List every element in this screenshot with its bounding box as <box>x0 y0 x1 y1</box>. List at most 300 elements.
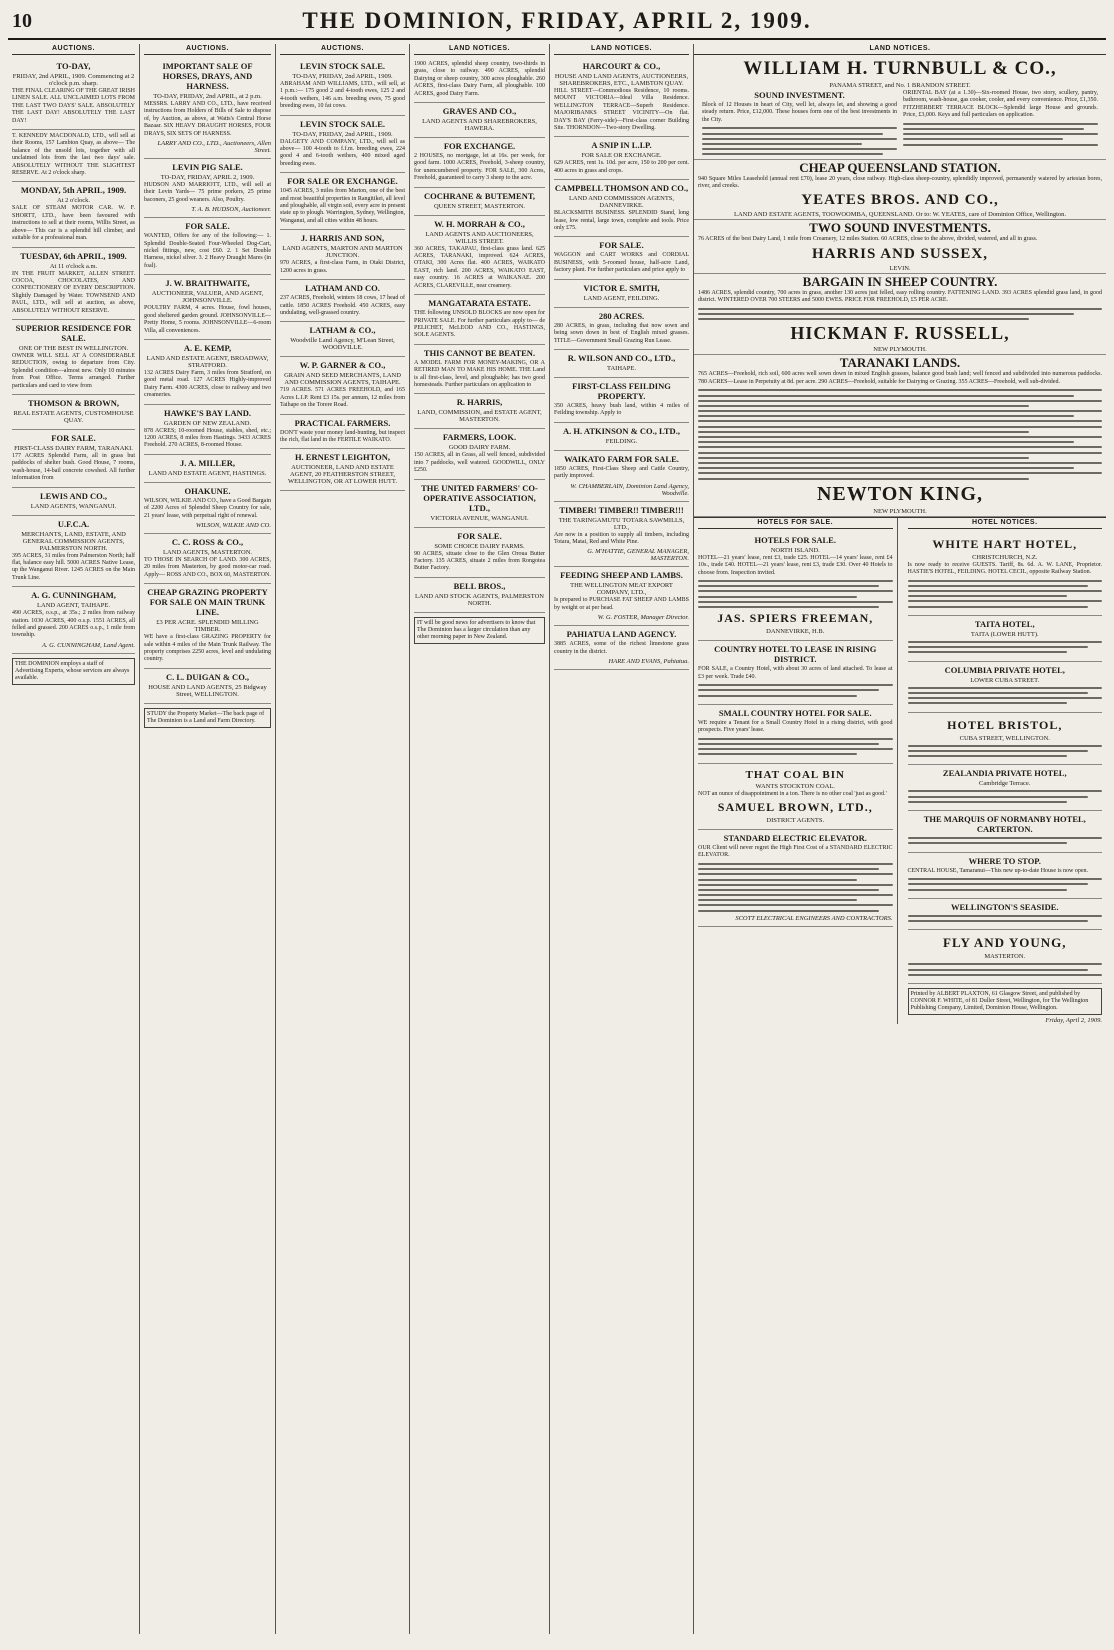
bargain-agent: HICKMAN F. RUSSELL, <box>790 323 1010 344</box>
taranaki-body: 765 ACRES—Freehold, rich soil, 600 acres well sown down in mixed English grasses, balance good bush land; well fenced and subdivided into numerous paddocks. 780 ACRES—Lease in Perpetuity at 8d. per acre. 290 ACRES—Freehold, suitable for Dairying or Grazing. 355 ACRES—Freehold, well sub-divided. <box>698 371 1102 385</box>
ad-title: OHAKUNE. <box>184 485 231 496</box>
classified-ad <box>554 378 689 423</box>
text-lines <box>698 389 1102 479</box>
ad-subtitle: Woodville Land Agency, M'Lean Street, WOODVILLE. <box>290 337 395 352</box>
printer-imprint: Printed by ALBERT PLAXTON, 61 Glasgow Street, and published by CONNOR F. WHITE, of 81 Duller Street, Wellington, for The Wellington Publishing Company, Limited, Dominion House, Wellington. <box>908 988 1103 1015</box>
classified-ad <box>554 280 689 308</box>
ad-title: LEVIN STOCK SALE. <box>299 61 386 71</box>
ad-subtitle: At 11 o'clock a.m. <box>49 262 98 270</box>
ad-body: 1850 ACRES, First-Class Sheep and Cattle Country, partly improved. <box>554 465 689 480</box>
ad-signature: T. A. B. HUDSON, Auctioneer. <box>191 206 271 214</box>
ad-title: CHEAP GRAZING PROPERTY FOR SALE ON MAIN TRUNK LINE. <box>147 587 268 618</box>
column-4 <box>410 44 550 1634</box>
ad-body: T. KENNEDY MACDONALD, LTD., will sell at their Rooms, 157 Lambton Quay, as above— The balance of the unsold lots, together with all unclaimed lots from the last two days' sale. ABSOLUTELY WITHOUT THE SLIGHTEST RESERVE. At 2 o'clock sharp. <box>12 133 135 177</box>
classified-ad <box>144 275 271 340</box>
classified-ad <box>144 405 271 455</box>
two-investments-agent-sub: LEVIN. <box>889 264 911 272</box>
ad-subtitle: HOUSE AND LAND AGENTS, 25 Bidgway Street, WELLINGTON. <box>148 683 267 698</box>
text-lines <box>698 684 893 696</box>
ad-body: 90 ACRES, situate close to the Glen Oroua Butter Factory. 135 ACRES, situate 2 miles from Rongotea Butter Factory. <box>414 550 545 572</box>
ad-subtitle: AUCTIONEER, LAND AND ESTATE AGENT, 20 FEATHERSTON STREET, WELLINGTON, OR AT LOWER HUTT. <box>287 464 398 486</box>
hotels-sale-title: HOTELS FOR SALE. <box>754 534 836 545</box>
classified-ad <box>414 58 545 103</box>
where-to-stop-ad <box>908 853 1103 899</box>
samuel-brown-name: SAMUEL BROWN, LTD., <box>717 799 873 814</box>
ad-title: PAHIATUA LAND AGENCY. <box>566 629 677 640</box>
ad-subtitle: TO-DAY, FRIDAY, 2nd APRIL, 1909. <box>292 130 393 138</box>
ad-body: 629 ACRES, rent 1s. 10d. per acre, 150 to 200 per cent. 400 acres in grass and crops. <box>554 160 689 174</box>
ad-subtitle: REAL ESTATE AGENTS, CUSTOMHOUSE QUAY. <box>13 409 134 424</box>
samuel-brown-sub: DISTRICT AGENTS. <box>766 816 825 824</box>
classified-ad <box>144 159 271 218</box>
ad-body: BLACKSMITH BUSINESS. SPLENDID Stand, long lease, low rental, large town, complete and tools. Price only £75. <box>554 210 689 232</box>
ad-subtitle: LAND AGENTS, MARTON AND MARTON JUNCTION. <box>282 245 403 260</box>
bristol-hotel-name: HOTEL BRISTOL, <box>947 717 1063 732</box>
text-lines <box>698 308 1102 320</box>
classified-ad <box>280 58 405 116</box>
coal-ad <box>698 764 893 830</box>
queensland-ad <box>694 160 1106 221</box>
ad-subtitle: LAND AGENT, FEILDING. <box>583 294 660 302</box>
coal-title: THAT COAL BIN <box>745 768 845 781</box>
bargain-body: 1486 ACRES, splendid country, 700 acres in grass, another 130 acres just felled, easy rolling country. FATTENING LAND. 393 ACRES splendid grass land, in good district. WINTERED OVER 700 STEERS and 5000 EWES. PRICE FOR FREEHOLD, £5 PER ACRE. <box>698 289 1102 304</box>
ad-body: TO THOSE IN SEARCH OF LAND. 300 ACRES, 20 miles from Masterton, by good motor-car road. Apply— ROSS AND CO., BOX 60, MASTERTON. <box>144 556 271 578</box>
ad-title: PRACTICAL FARMERS. <box>294 417 391 428</box>
white-hart-name: WHITE HART HOTEL, <box>932 536 1078 551</box>
column-5 <box>550 44 694 1634</box>
ad-title: LATHAM & CO., <box>309 325 376 336</box>
text-lines <box>908 790 1103 802</box>
ad-title: HAWKE'S BAY LAND. <box>164 407 251 418</box>
ad-subtitle: LAND AND STOCK AGENTS, PALMERSTON NORTH. <box>415 592 544 607</box>
column-header: LAND NOTICES. <box>554 44 689 55</box>
ad-subtitle: LAND AND ESTATE AGENT, BROADWAY, STRATFORD. <box>146 354 269 369</box>
ad-title: A. H. ATKINSON & CO., LTD., <box>563 425 680 436</box>
classified-ad <box>280 415 405 450</box>
text-lines <box>702 127 897 155</box>
small-hotel-body: WE require a Tenant for a Small Country Hotel in a rising district, with good prospects. Five years' lease. <box>698 719 893 734</box>
classified-ad <box>12 182 135 247</box>
ad-signature: WILSON, WILKIE AND CO. <box>195 521 271 529</box>
ad-title: FOR SALE. <box>51 432 96 443</box>
ad-subtitle: LAND AGENTS AND SHAREBROKERS, HAWERA. <box>422 118 537 133</box>
taita-hotel-name: TAITA HOTEL, <box>974 618 1035 629</box>
classified-ad <box>280 116 405 174</box>
ad-title: CAMPBELL THOMSON AND CO., <box>554 183 689 194</box>
ad-body: THE following UNSOLD BLOCKS are now open for PRIVATE SALE. For further particulars apply to— de PELICHET, McLEOD AND CO., HASTINGS, SOLE AGENTS. <box>414 310 545 339</box>
ad-body: 177 ACRES Splendid Farm, all in grass but paddocks of shelter bush. Good House, 7 rooms, wash-house, 14-bail concrete cowshed. All further information from <box>12 452 135 482</box>
spiers-freeman-sub: DANNEVIRKE, H.B. <box>766 628 825 636</box>
right-section-header: LAND NOTICES. <box>694 44 1106 55</box>
two-investments-ad <box>694 220 1106 273</box>
elevator-signature: SCOTT ELECTRICAL ENGINEERS AND CONTRACTORS. <box>735 914 893 922</box>
central-house-body: CENTRAL HOUSE, Tamaranui—This new up-to-date House is now open. <box>907 867 1089 874</box>
masthead <box>8 8 1106 40</box>
classified-ad <box>554 451 689 502</box>
classified-ad <box>554 180 689 237</box>
newspaper-title: THE DOMINION, FRIDAY, APRIL 2, 1909. <box>302 8 812 33</box>
fly-young-sub: MASTERTON. <box>984 953 1026 961</box>
ad-title: TIMBER! TIMBER!! TIMBER!!! <box>559 504 684 515</box>
column-header: AUCTIONS. <box>12 44 135 55</box>
ad-subtitle: FEILDING. <box>605 437 638 445</box>
ad-title: SUPERIOR RESIDENCE FOR SALE. <box>15 322 132 343</box>
ad-title: A. E. KEMP, <box>183 342 232 353</box>
text-lines <box>908 745 1103 757</box>
text-lines <box>908 915 1103 922</box>
classified-ad <box>12 587 135 654</box>
classified-ad <box>144 483 271 534</box>
classified-ad <box>554 567 689 626</box>
ad-title: FOR SALE OR EXCHANGE. <box>287 176 398 187</box>
ad-signature: LARRY AND CO., LTD., Auctioneers, Allen Street. <box>157 140 271 155</box>
two-investments-body: 76 ACRES of the best Dairy Land, 1 mile from Creamery, 12 miles Station. 60 ACRES, close to the above, divided, watered, and all in grass. <box>698 236 1038 243</box>
text-lines <box>698 738 893 756</box>
ad-subtitle: LAND AND COMMISSION AGENTS, DANNEVIRKE. <box>568 195 675 210</box>
classified-ad <box>280 322 405 357</box>
ad-subtitle: AUCTIONEER, VALUER, AND AGENT, JOHNSONVILLE. <box>151 290 264 305</box>
hotels-for-sale-column <box>694 518 898 1024</box>
ad-body: MESSRS. LARRY AND CO., LTD., have received instructions from Holders of Bills of Sale to dispose of, by Auction, as above, at Watts's Central Horse Bazaar. SIX HEAVY DRAUGHT HORSES, FOUR DRAYS, SIX SETS OF HARNESS. <box>144 101 271 137</box>
classified-ad <box>12 516 135 588</box>
two-investments-title: TWO SOUND INVESTMENTS. <box>809 220 991 236</box>
ad-subtitle: LAND AGENTS, MASTERTON. <box>162 548 253 556</box>
classified-ad <box>414 578 545 613</box>
ad-body: 360 ACRES, TAKAPAU, first-class grass land. 625 ACRES, TARANAKI, improved. 624 ACRES, OTAKI, 300 Acres flat. 400 ACRES, WAIKATO EAST, rich land. 200 ACRES, WAIKATO EAST, easy country. 16 ACRES at WAIKANAE. 200 ACRES, CLAREVILLE, near creamery. <box>414 245 545 289</box>
hotel-notices-header: HOTEL NOTICES. <box>908 518 1103 529</box>
ad-subtitle: LAND AGENT, TAIHAPE. <box>37 602 110 610</box>
taranaki-title: TARANAKI LANDS. <box>839 355 961 371</box>
ad-title: THOMSON & BROWN, <box>28 397 119 408</box>
classified-ad <box>554 58 689 137</box>
classified-ad <box>12 58 135 130</box>
ad-body: HILL STREET—Commodious Residence, 10 rooms. MOUNT VICTORIA—Ideal Villa Residence. WELLINGTON TERRACE—Superb Residence. MAJORIBANKS STREET VICINITY—On flat. DAY'S BAY (Ferry-side)—First-class corner Building Site. THORNDON—Two-story Dwelling. <box>554 88 689 132</box>
ad-body: 395 ACRES, 31 miles from Palmerston North; half flat, balance easy hill. 5000 ACRES Native Lease, up the Wanganui River. 1245 ACRES on the Main Trunk Line. <box>12 552 135 581</box>
ad-title: HARCOURT & CO., <box>582 61 661 71</box>
white-hart-sub: CHRISTCHURCH, N.Z. <box>972 553 1038 561</box>
ad-title: C. L. DUIGAN & CO., <box>165 671 250 682</box>
ad-title: J. A. MILLER, <box>179 457 236 468</box>
ad-signature: G. M'HATTIE, GENERAL MANAGER, MASTERTON. <box>587 548 689 563</box>
ad-title: FOR EXCHANGE. <box>443 141 516 152</box>
ad-subtitle: GRAIN AND SEED MERCHANTS, LAND AND COMMISSION AGENTS, TAIHAPE. <box>284 372 401 387</box>
seaside-title: WELLINGTON'S SEASIDE. <box>950 901 1059 912</box>
where-to-stop-title: WHERE TO STOP. <box>968 855 1041 866</box>
text-lines <box>903 123 1098 146</box>
bargain-title: BARGAIN IN SHEEP COUNTRY. <box>802 273 998 289</box>
ad-title: FOR SALE. <box>185 221 230 232</box>
ad-title: FEEDING SHEEP AND LAMBS. <box>560 570 683 581</box>
ad-title: FOR SALE. <box>599 240 644 251</box>
country-hotel-title: COUNTRY HOTEL TO LEASE IN RISING DISTRICT. <box>714 644 877 665</box>
turnbull-address: PANAMA STREET, and No. 1 BRANDON STREET. <box>829 82 971 89</box>
classified-ad <box>144 584 271 669</box>
classified-ad <box>414 103 545 138</box>
classified-ad <box>144 455 271 483</box>
ad-title: THIS CANNOT BE BEATEN. <box>423 347 536 358</box>
turnbull-ad <box>694 58 1106 160</box>
ad-title: A SNIP IN L.I.P. <box>591 140 652 151</box>
ad-title: 280 ACRES. <box>598 310 645 321</box>
ad-subtitle: THE WELLINGTON MEAT EXPORT COMPANY, LTD., <box>570 582 673 597</box>
ad-title: LEVIN PIG SALE. <box>172 162 243 173</box>
imprint-date: Friday, April 2, 1909. <box>1045 1017 1102 1025</box>
ad-body: ABRAHAM AND WILLIAMS, LTD., will sell, at 1 p.m.:— 175 good 2 and 4-tooth ewes, 125 2 and 4-tooth wethers, 146 a.m. breeding ewes, 75 good breeding ewes, 10 fat cows. <box>280 81 405 110</box>
zealandia-hotel-ad <box>908 765 1103 811</box>
ad-subtitle: TO-DAY, FRIDAY, APRIL 2, 1909. <box>160 174 255 182</box>
ad-subtitle: HOUSE AND LAND AGENTS, AUCTIONEERS, SHAREBROKERS, ETC., LAMBTON QUAY. <box>554 73 689 87</box>
ad-subtitle: TO-DAY, FRIDAY, 2nd APRIL, 1909. <box>292 73 393 80</box>
ad-body: DON'T waste your money land-hunting, but inspect the rich, flat land in the FERTILE WAIKATO. <box>280 429 405 443</box>
column-header: AUCTIONS. <box>280 44 405 55</box>
right-land-section <box>694 44 1106 1634</box>
ad-title: GRAVES AND CO., <box>442 106 517 117</box>
taranaki-agent-sub: NEW PLYMOUTH. <box>873 507 927 515</box>
classified-ad <box>414 138 545 188</box>
elevator-ad <box>698 830 893 927</box>
classified-ad <box>554 423 689 451</box>
hotels-sale-ad <box>698 532 893 642</box>
ad-body: WE have a first-class GRAZING PROPERTY for sale within 4 miles of the Main Trunk Railway. The property comprises 2250 acres, level and undulating country. <box>144 634 271 663</box>
classified-ad <box>12 320 135 395</box>
ad-subtitle: LAND AND ESTATE AGENT, HASTINGS. <box>148 469 267 477</box>
queensland-agent-sub: LAND AND ESTATE AGENTS, TOOWOOMBA, QUEENSLAND. Or to: W. YEATES, care of Dominion Office, Wellington. <box>733 211 1067 219</box>
classified-ad <box>414 345 545 395</box>
ad-body: 2 HOUSES, no mortgage, let at 16s. per week, for good farm. 1000 ACRES, Freehold, 3-sheep country, for unencumbered property. FOR SALE, 300 Acres, Freehold, guaranteed to carry 3 sheep to the acre. <box>414 153 545 182</box>
classified-ad <box>280 449 405 491</box>
classified-ad <box>414 216 545 295</box>
turnbull-left-title: SOUND INVESTMENT. <box>754 90 845 100</box>
ad-body: Are now in a position to supply all timbers, including Totara, Matai, Red and White Pine. <box>554 531 689 545</box>
two-investments-agent: HARRIS AND SUSSEX, <box>812 245 988 262</box>
ad-title: COCHRANE & BUTEMENT, <box>423 190 536 201</box>
ad-subtitle: GARDEN OF NEW ZEALAND. <box>163 419 252 427</box>
small-hotel-ad <box>698 705 893 764</box>
turnbull-right-body: ORIENTAL BAY (at a 1.30)—Six-roomed House, two story, scullery, pantry, bathroom, wash-house, gas cooker, cooler, and every convenience. Price, £1,350. FITZHERBERT TERRACE BLOCK—Splendid large House and grounds. Price, £3,000. Keys and full particulars on application. <box>903 90 1098 119</box>
text-lines <box>698 580 893 608</box>
queensland-body: 940 Square Miles Leasehold (annual rent £70), lease 20 years, close railway. High-class sheep-country, splendidly improved, permanently watered by artesian bores, river, and creeks. <box>698 175 1102 189</box>
hotels-sale-sub: NORTH ISLAND. <box>770 546 820 554</box>
classified-ad <box>280 280 405 322</box>
ad-subtitle: At 2 o'clock. <box>56 197 91 205</box>
ad-body: DALGETY AND COMPANY, LTD., will sell as above— 100 4-tooth to f.f.m. breeding ewes, 224 good 4 and 6-tooth wethers, 400 mixed aged breeding ewes. <box>280 138 405 167</box>
classified-ad <box>280 230 405 280</box>
ad-body: THE FINAL CLEARING OF THE GREAT IRISH LINEN SALE. ALL UNCLAIMED LOTS FROM THE LAST TWO DAYS' SALE. ABSOLUTELY THE LAST DAY! ABSOLUTELY THE LAST DAY! <box>12 88 135 124</box>
ad-body: POULTRY FARM, 4 acres. House, fowl houses, good sheltered garden ground. JOHNSONVILLE—Pretty Home, 5 rooms. JOHNSONVILLE—6-room Villa, all conveniences. <box>144 305 271 334</box>
columbia-hotel-sub: LOWER CUBA STREET. <box>970 676 1040 684</box>
ad-title: U.F.C.A. <box>57 518 90 529</box>
ad-body: IN THE FRUIT MARKET, ALLEN STREET. COCOA, CHOCOLATES, AND CONFECTIONERY OF EVERY DESCRIPTION. Slightly Damaged by Water. TOWNSEND AND PAUL, LTD., will sell at auction, as above, ABSOLUTELY WITHOUT RESERVE. <box>12 270 135 314</box>
column-1 <box>8 44 140 1634</box>
column-3 <box>276 44 410 1634</box>
ad-subtitle: GOOD DAIRY FARM. <box>448 444 511 452</box>
white-hart-body: Is now ready to receive GUESTS. Tariff, 8s. 6d. A. W. LANE, Proprietor. HASTIE'S HOTEL, FEILDING. HOTEL CECIL, opposite Railway Station. <box>907 561 1102 576</box>
ad-title: MONDAY, 5th APRIL, 1909. <box>20 185 127 196</box>
spiers-freeman-name: JAS. SPIERS FREEMAN, <box>717 611 874 626</box>
seaside-ad <box>908 899 1103 931</box>
ad-title: LEWIS AND CO., <box>39 490 108 501</box>
fly-young-ad <box>908 930 1103 984</box>
ad-title: FIRST-CLASS FEILDING PROPERTY. <box>572 380 671 401</box>
bristol-hotel-sub: CUBA STREET, WELLINGTON. <box>959 734 1050 742</box>
turnbull-name: WILLIAM H. TURNBULL & CO., <box>743 58 1057 79</box>
ad-subtitle: £3 PER ACRE. SPLENDID MILLING TIMBER. <box>156 619 259 634</box>
ad-body: OWNER WILL SELL AT A CONSIDERABLE REDUCTION, owing to departure from City. Splendid condition—almost new. Only 10 minutes from Post Office. Terms arranged. Further particulars and card to view from <box>12 352 135 389</box>
classified-ad <box>414 188 545 216</box>
column-header: AUCTIONS. <box>144 44 271 55</box>
classified-ad <box>554 137 689 180</box>
coal-sub: WANTS STOCKTON COAL. <box>755 782 835 790</box>
classified-ad <box>414 480 545 528</box>
ad-body: 237 ACRES, Freehold, winters 18 cows, 17 head of cattle. 1850 ACRES Freehold. 450 ACRES, easy undulating, well-grassed country. <box>280 295 405 316</box>
ad-title: VICTOR E. SMITH, <box>583 282 660 293</box>
ad-subtitle: FOR SALE OR EXCHANGE. <box>581 152 662 160</box>
ad-subtitle: LAND AGENTS, WANGANUI. <box>30 502 117 510</box>
classified-ad <box>12 488 135 516</box>
elevator-body: OUR Client will never regret the High First Cost of a STANDARD ELECTRIC ELEVATOR. <box>698 844 893 859</box>
classified-ad <box>12 248 135 320</box>
newspaper-page <box>8 8 1106 1634</box>
ad-subtitle: TAIHAPE. <box>607 364 636 372</box>
ad-subtitle: QUEEN STREET, MASTERTON. <box>433 202 526 210</box>
hotels-for-sale-header: HOTELS FOR SALE. <box>698 518 893 529</box>
classified-ad <box>414 295 545 345</box>
ad-subtitle: VICTORIA AVENUE, WANGANUI. <box>430 514 529 522</box>
coal-body: NOT an ounce of disappointment in a ton. There is no other coal 'just as good.' <box>698 790 887 797</box>
ad-title: TO-DAY, <box>56 61 91 71</box>
ad-subtitle: FIRST-CLASS DAIRY FARM, TARANAKI. <box>14 444 133 452</box>
column-footnote: STUDY the Property Market—The back page of The Dominion is a Land and Farm Directory. <box>144 708 271 728</box>
country-hotel-body: FOR SALE, a Country Hotel, with about 30 acres of land attached. To lease at £3 per week. Trade £40. <box>698 666 893 680</box>
ad-signature: HARE AND EVANS, Pahiatua. <box>608 657 689 665</box>
ad-subtitle: SOME CHOICE DAIRY FARMS. <box>434 542 525 550</box>
ad-body: 878 ACRES; 10-roomed House, stables, shed, etc.; 1200 ACRES, 8 miles from Hastings. 3433 ACRES Freehold. 270 ACRES, 8-roomed House. <box>144 427 271 449</box>
ad-body: SALE OF STEAM MOTOR CAR. W. F. SHORTT, LTD., have been favoured with instructions to sell at their rooms, Willis Street, as above— This car is a splendid hill climber, and suitable for a professional man. <box>12 205 135 242</box>
hotel-notices-column <box>904 518 1107 1024</box>
classified-ad <box>414 528 545 578</box>
column-header: LAND NOTICES. <box>414 44 545 55</box>
taranaki-ad <box>694 355 1106 516</box>
ad-title: THE UNITED FARMERS' CO-OPERATIVE ASSOCIATION, LTD., <box>421 482 538 513</box>
ad-body: HUDSON AND MARRIOTT, LTD., will sell at their Levin Yards— 75 prime porkers, 25 prime baconers, 25 good weaners. Also, Poultry. <box>144 182 271 203</box>
taranaki-agent: NEWTON KING, <box>816 482 984 505</box>
queensland-agent: YEATES BROS. AND CO., <box>801 192 999 209</box>
ad-title: WAIKATO FARM FOR SALE. <box>564 453 679 464</box>
ad-title: BELL BROS., <box>453 580 506 591</box>
bristol-hotel-ad <box>908 713 1103 766</box>
classified-ad <box>554 626 689 670</box>
page-number: 10 <box>12 10 32 32</box>
classified-ad <box>280 357 405 414</box>
ad-title: H. ERNEST LEIGHTON, <box>294 452 391 463</box>
ad-title: LEVIN STOCK SALE. <box>299 118 386 129</box>
text-lines <box>908 580 1103 608</box>
marquis-hotel-name: THE MARQUIS OF NORMANBY HOTEL, CARTERTON. <box>923 814 1086 834</box>
ad-subtitle: LAND, COMMISSION, and ESTATE AGENT, MASTERTON. <box>417 409 542 424</box>
classified-ad <box>554 502 689 568</box>
classified-ad <box>554 350 689 378</box>
ad-body: 1900 ACRES, splendid sheep country, two-thirds in grass, close to railway. 490 ACRES, splendid Dairying or sheep country, 300 acres ploughable. 260 ACRES, first-class Dairy Farm, all ploughable. 100 ACRES, good Dairy Farm. <box>414 61 545 97</box>
ad-subtitle: LAND AGENTS AND AUCTIONEERS, WILLIS STREET. <box>425 230 534 245</box>
ad-subtitle: THE TARINGAMUTU TOTARA SAWMILLS, LTD., <box>558 516 685 531</box>
small-hotel-title: SMALL COUNTRY HOTEL FOR SALE. <box>718 707 872 718</box>
ad-body: Is prepared to PURCHASE FAT SHEEP AND LAMBS by weight or at per head. <box>554 597 689 611</box>
country-hotel-ad <box>698 641 893 705</box>
ad-title: R. WILSON AND CO., LTD., <box>567 352 676 363</box>
classified-ad <box>144 58 271 159</box>
ad-title: LATHAM AND CO. <box>305 283 380 294</box>
zealandia-hotel-sub: Cambridge Terrace. <box>979 780 1031 788</box>
ad-subtitle: FRIDAY, 2nd APRIL, 1909. Commencing at 2 o'clock p.m. sharp. <box>12 73 135 87</box>
classified-ad <box>12 395 135 430</box>
bargain-agent-sub: NEW PLYMOUTH. <box>873 346 927 354</box>
ad-signature: A. G. CUNNINGHAM, Land Agent. <box>41 641 135 649</box>
bargain-ad <box>694 274 1106 356</box>
ad-body: 280 ACRES, in grass, including that now sown and being sown down in best of English mixed grasses. TITLE—Government Small Grazing Run Lease. <box>554 322 689 344</box>
columns <box>8 44 1106 1634</box>
taita-hotel-sub: TAITA (LOWER HUTT). <box>970 630 1039 638</box>
classified-ad <box>12 430 135 488</box>
classified-ad <box>144 534 271 584</box>
ad-title: J. W. BRAITHWAITE, <box>165 278 250 289</box>
columbia-hotel-ad <box>908 662 1103 713</box>
ad-body: 719 ACRES. 571 ACRES FREEHOLD, and 165 Acres L.I.P. Rent £3 15s. per annum, 12 miles from Taihape on the Torere Road. <box>280 387 405 409</box>
ad-title: FOR SALE. <box>457 530 502 541</box>
column-2 <box>140 44 276 1634</box>
elevator-title: STANDARD ELECTRIC ELEVATOR. <box>723 832 867 843</box>
ad-body: 970 ACRES, a first-class Farm, in Otaki District, 1200 acres in grass. <box>280 260 405 274</box>
ad-title: R. HARRIS, <box>456 397 503 408</box>
ad-subtitle: MERCHANTS, LAND, ESTATE, AND GENERAL COMMISSION AGENTS, PALMERSTON NORTH. <box>21 530 126 552</box>
ad-subtitle: TO-DAY, FRIDAY, 2nd APRIL, at 2 p.m. <box>153 93 262 100</box>
marquis-hotel-ad <box>908 811 1103 853</box>
text-lines <box>908 878 1103 890</box>
ad-title: FARMERS, LOOK. <box>442 432 517 443</box>
classified-ad <box>554 237 689 279</box>
ad-title: W. P. GARNER & CO., <box>299 360 386 371</box>
ad-body: 350 ACRES, heavy bush land, within 4 miles of Feilding township. Apply to <box>554 402 689 417</box>
classified-ad <box>554 308 689 350</box>
ad-title: C. C. ROSS & CO., <box>171 536 244 547</box>
ad-signature: W. G. FOSTER, Manager Director. <box>597 614 689 622</box>
ad-body: 1045 ACRES, 3 miles from Marton, one of the best and most beautiful properties in Rangitikei, all level and ploughable, all virgin soil, every acre in present state up to plough. Warrington, Sydney, Wellington, Wanganui, and all cities within 48 hours. <box>280 188 405 224</box>
ad-title: TUESDAY, 6th APRIL, 1909. <box>20 250 127 261</box>
classified-ad <box>414 429 545 479</box>
ad-signature: W. CHAMBERLAIN, Dominion Land Agency, Woodville. <box>570 482 689 497</box>
ad-body: WANTED, Offers for any of the following:— 1. Splendid Double-Seated Four-Wheeled Dog-Cart, nickel fittings, new, cost £60. 2. 1 Set Double Harness, nickel silver. 3. 2 Heavy Draught Mares (in foal). <box>144 233 271 269</box>
ad-body: 3885 ACRES, some of the richest limestone grass country in the district. <box>554 641 689 655</box>
ad-body: A MODEL FARM FOR MONEY-MAKING, OR A RETIRED MAN TO MAKE HIS HOME. THE Land is all first-class, level, and ploughable; has two good homesteads. Further particulars on application to <box>414 359 545 388</box>
ad-body: 490 ACRES, o.s.p., at 35s.; 2 miles from railway station. 1030 ACRES, 400 o.s.p. 1551 ACRES, all felled and grassed. 200 ACRES o.s.p., 1 mile from township. <box>12 610 135 639</box>
columbia-hotel-name: COLUMBIA PRIVATE HOTEL, <box>944 664 1065 675</box>
ad-body: WAGGON and CART WORKS and CORDIAL BUSINESS, with 5-roomed house, half-acre Land, factory plant. For further particulars and price apply to <box>554 252 689 274</box>
classified-ad <box>144 218 271 275</box>
zealandia-hotel-name: ZEALANDIA PRIVATE HOTEL, <box>942 768 1067 779</box>
text-lines <box>908 687 1103 705</box>
ad-title: W. H. MORRAH & CO., <box>434 218 525 229</box>
ad-body: 132 ACRES Dairy Farm, 3 miles from Stratford, on good metal road. 127 ACRES Highly-improved Dairy Farm. 4300 ACRES, close to railway and two creameries. <box>144 369 271 399</box>
classified-ad <box>414 394 545 429</box>
taita-hotel-ad <box>908 616 1103 662</box>
text-lines <box>908 837 1103 844</box>
ad-body: 150 ACRES, all in Grass, all well fenced, subdivided into 7 paddocks, well watered. GOODWILL, ONLY £250. <box>414 452 545 474</box>
text-lines <box>698 863 893 912</box>
ad-title: A. G. CUNNINGHAM, <box>31 590 116 601</box>
white-hart-ad <box>908 532 1103 616</box>
ad-title: MANGATARATA ESTATE. <box>428 298 531 309</box>
classified-ad <box>12 130 135 182</box>
text-lines <box>908 641 1103 653</box>
